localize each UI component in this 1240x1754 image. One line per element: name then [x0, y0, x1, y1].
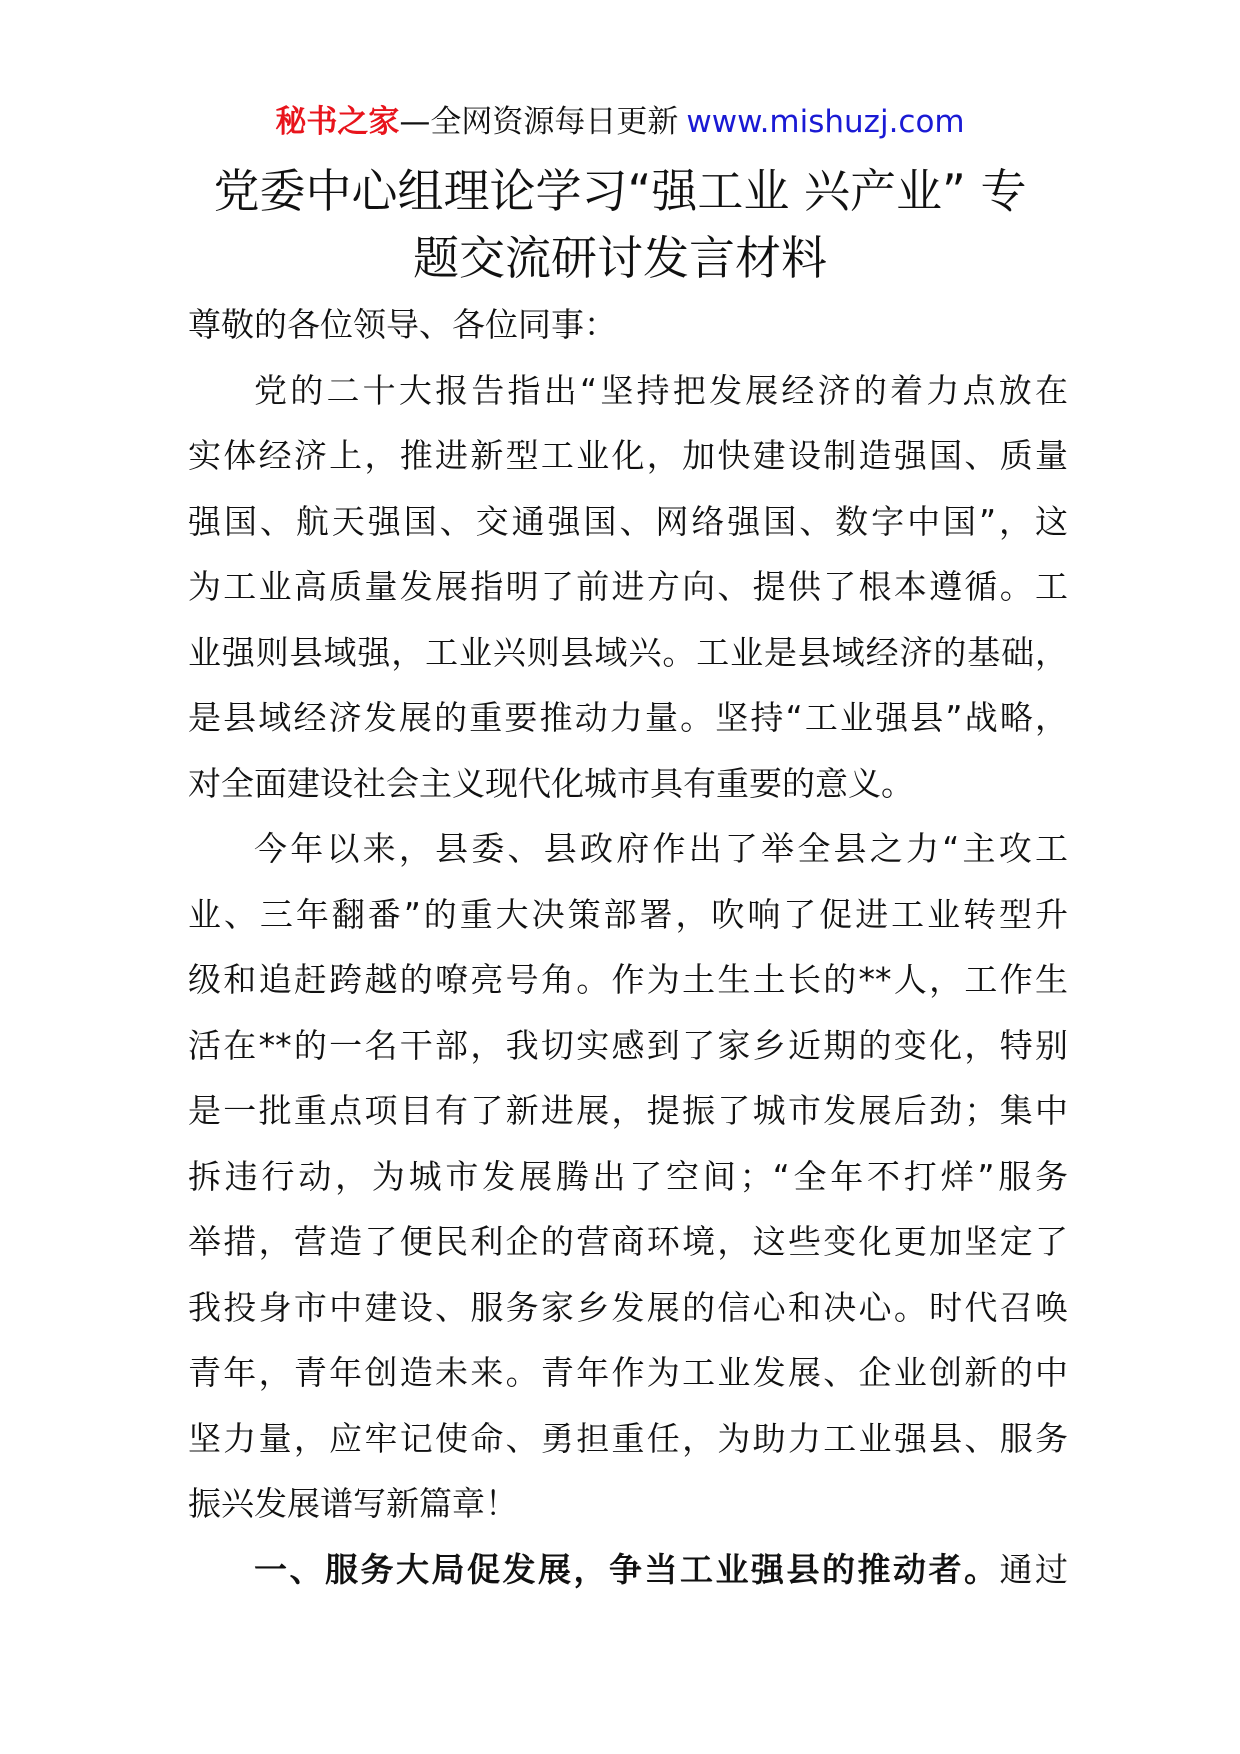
header-tagline: —全网资源每日更新 — [399, 104, 679, 140]
paragraph-2-line: 青年，青年创造未来。青年作为工业发展、企业创新的中 — [188, 1353, 1068, 1392]
paragraph-1-line: 业强则县域强，工业兴则县域兴。工业是县域经济的基础， — [188, 632, 1068, 672]
document-title-line-1: 党委中心组理论学习“强工业 兴产业” 专 — [213, 164, 1027, 218]
paragraph-2-line: 举措，营造了便民利企的营商环境，这些变化更加坚定了 — [188, 1222, 1068, 1261]
site-header — [0, 98, 1240, 146]
document-title-line-2: 题交流研讨发言材料 — [413, 231, 827, 285]
paragraph-2-line: 坚力量，应牢记使命、勇担重任，为助力工业强县、服务 — [188, 1418, 1068, 1458]
document-body — [188, 292, 1068, 1602]
paragraph-2-line: 是一批重点项目有了新进展，提振了城市发展后劲；集中 — [188, 1091, 1068, 1130]
greeting-line: 尊敬的各位领导、各位同事： — [188, 305, 617, 344]
paragraph-1-line: 党的二十大报告指出“坚持把发展经济的着力点放在 — [254, 370, 1068, 410]
section-1-text: 通过 — [999, 1549, 1068, 1589]
paragraph-2-line: 今年以来，县委、县政府作出了举全县之力“主攻工 — [254, 829, 1068, 868]
paragraph-2-line: 振兴发展谱写新篇章！ — [188, 1484, 518, 1523]
site-url-link[interactable]: www.mishuzj.com — [686, 104, 965, 140]
paragraph-1-line: 强国、航天强国、交通强国、网络强国、数字中国”，这 — [188, 501, 1068, 541]
brand-name: 秘书之家 — [275, 104, 400, 140]
section-1-line — [188, 1537, 1068, 1603]
paragraph-1-line: 对全面建设社会主义现代化城市具有重要的意义。 — [188, 763, 914, 803]
paragraph-2-line: 级和追赶跨越的嘹亮号角。作为土生土长的**人，工作生 — [188, 960, 1068, 999]
paragraph-2-line: 拆违行动，为城市发展腾出了空间；“全年不打烊”服务 — [188, 1156, 1068, 1196]
paragraph-1-line: 实体经济上，推进新型工业化，加快建设制造强国、质量 — [188, 436, 1068, 475]
paragraph-1-line: 是县域经济发展的重要推动力量。坚持“工业强县”战略， — [188, 698, 1068, 737]
paragraph-2-line: 业、三年翻番”的重大决策部署，吹响了促进工业转型升 — [188, 894, 1068, 934]
section-1-heading: 一、服务大局促发展，争当工业强县的推动者。 — [254, 1549, 1000, 1589]
paragraph-1-line: 为工业高质量发展指明了前进方向、提供了根本遵循。工 — [188, 567, 1068, 606]
paragraph-2-line: 我投身市中建设、服务家乡发展的信心和决心。时代召唤 — [188, 1287, 1068, 1327]
paragraph-2-line: 活在**的一名干部，我切实感到了家乡近期的变化，特别 — [188, 1025, 1068, 1065]
